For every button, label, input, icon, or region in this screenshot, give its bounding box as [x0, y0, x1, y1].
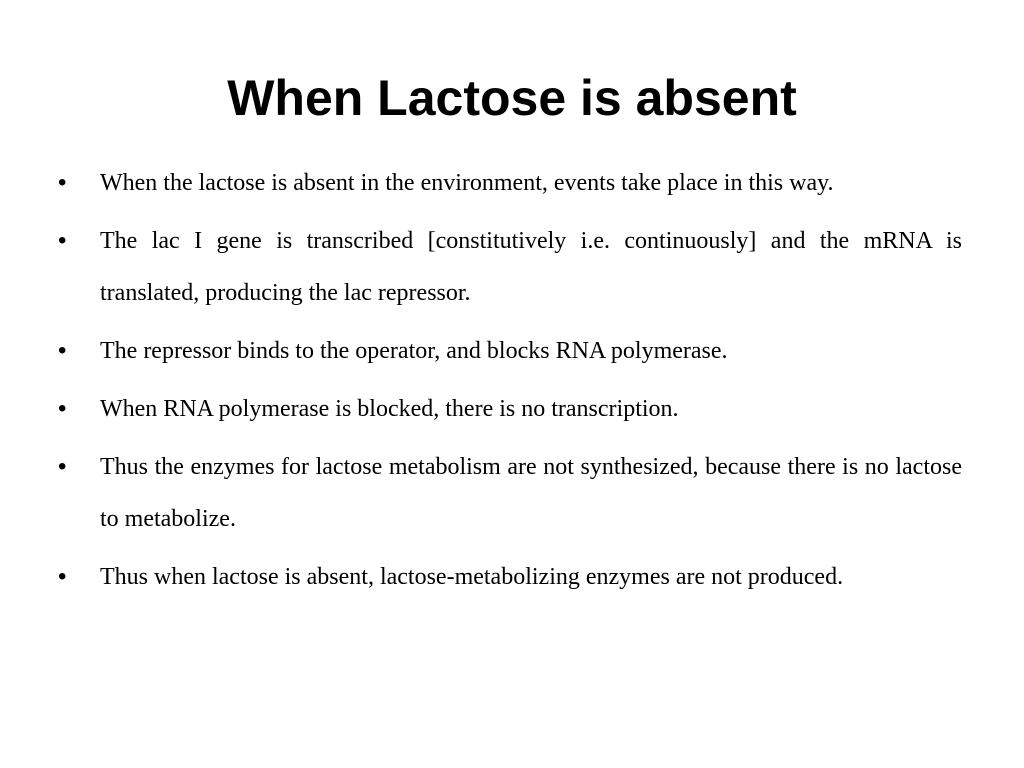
- bullet-icon: •: [58, 395, 67, 422]
- bullet-text: When RNA polymerase is blocked, there is no transcription.: [100, 396, 679, 422]
- bullet-item: [58, 157, 962, 209]
- bullet-text: Thus the enzymes for lactose metabolism are not synthesized, because there is no lactose to metabolize.: [100, 454, 962, 532]
- bullet-text: Thus when lactose is absent, lactose-metabolizing enzymes are not produced.: [100, 564, 844, 590]
- bullet-icon: •: [58, 563, 67, 590]
- bullet-item: [58, 551, 962, 603]
- slide-title: When Lactose is absent: [227, 70, 797, 126]
- bullet-item: [58, 215, 962, 319]
- bullet-text: The lac I gene is transcribed [constitutively i.e. continuously] and the mRNA is translated, producing the lac repressor.: [100, 228, 962, 306]
- bullet-text: When the lactose is absent in the environment, events take place in this way.: [100, 170, 834, 196]
- bullet-icon: •: [58, 337, 67, 364]
- bullet-icon: •: [58, 169, 67, 196]
- bullet-text: The repressor binds to the operator, and blocks RNA polymerase.: [100, 338, 728, 364]
- bullet-icon: •: [58, 453, 67, 480]
- bullet-item: [58, 441, 962, 545]
- bullet-item: [58, 325, 962, 377]
- bullet-item: [58, 383, 962, 435]
- bullet-list: [58, 157, 962, 609]
- bullet-icon: •: [58, 227, 67, 254]
